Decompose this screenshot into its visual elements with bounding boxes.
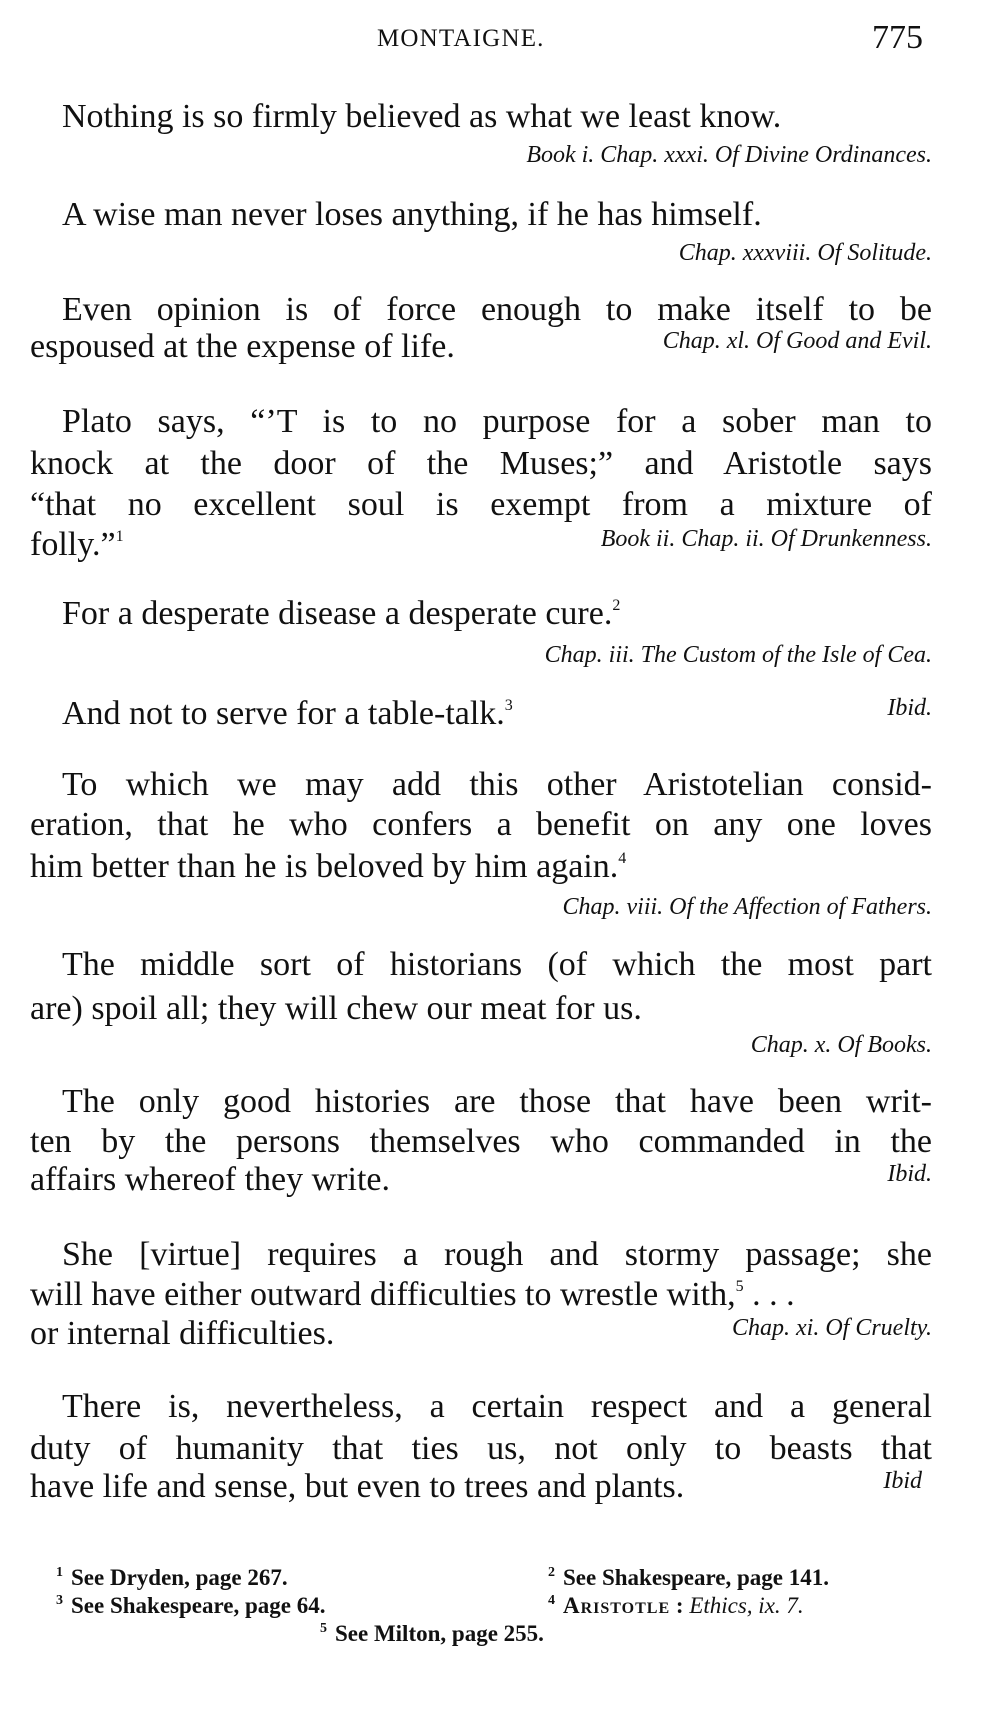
footnote-number: 3 <box>56 1593 63 1608</box>
ellipsis: . . . <box>743 1276 795 1313</box>
footnote-text: See Milton, page 255. <box>335 1621 544 1646</box>
footnote <box>56 1592 326 1620</box>
quote-line: eration, that he who confers a benefit on any one loves <box>30 806 932 843</box>
quote-line-text: have life and sense, but even to trees and plants. <box>30 1468 685 1505</box>
quote-line: She [virtue] requires a rough and stormy passage; she <box>62 1236 932 1273</box>
quote-source: Ibid <box>883 1468 922 1494</box>
footnote-ref[interactable]: 3 <box>504 697 513 714</box>
quote-source: Chap. xxxviii. Of Solitude. <box>678 240 932 266</box>
quote-line-text: For a desperate disease a desperate cure. <box>62 595 613 632</box>
quote-line <box>30 525 932 565</box>
page-number: 775 <box>872 19 923 56</box>
quote-line <box>30 847 932 887</box>
footnote-text: See Dryden, page 267. <box>71 1565 288 1590</box>
quote-line <box>30 327 932 367</box>
footnote-ref[interactable]: 1 <box>115 528 124 545</box>
quote-line-text: And not to serve for a table-talk. <box>62 695 505 732</box>
quote-line-text: espoused at the expense of life. <box>30 328 455 365</box>
quote-source: Ibid. <box>887 695 932 721</box>
quote-line <box>30 1314 932 1354</box>
quote-line: The only good histories are those that have been writ- <box>62 1083 932 1120</box>
quote-source: Chap. xi. Of Cruelty. <box>732 1315 932 1341</box>
footnote-separator: : <box>670 1593 690 1618</box>
quote-line: A wise man never loses anything, if he has himself. <box>62 196 762 233</box>
footnote <box>320 1620 544 1648</box>
quote-line-text: him better than he is beloved by him again. <box>30 848 619 885</box>
quote-source: Chap. viii. Of the Affection of Fathers. <box>562 894 932 920</box>
quote-line <box>30 1160 932 1200</box>
footnote-author: Aristotle <box>563 1593 671 1618</box>
quote-line: ten by the persons themselves who commanded in the <box>30 1123 932 1160</box>
quote-source: Chap. x. Of Books. <box>750 1032 932 1058</box>
running-head: MONTAIGNE. <box>377 25 545 52</box>
quote-line: knock at the door of the Muses;” and Aristotle says <box>30 445 932 482</box>
quote-line: duty of humanity that ties us, not only to beasts that <box>30 1430 932 1467</box>
quote-line-text: or internal difficulties. <box>30 1315 335 1352</box>
footnote-number: 4 <box>548 1593 555 1608</box>
quote-line <box>62 694 932 734</box>
quote-line-text: folly.” <box>30 526 116 563</box>
footnote-ref[interactable]: 5 <box>735 1278 744 1295</box>
quote-line <box>30 1467 932 1507</box>
footnote <box>548 1592 804 1620</box>
footnote-text: See Shakespeare, page 64. <box>71 1593 326 1618</box>
footnote <box>548 1564 829 1592</box>
quote-line: There is, nevertheless, a certain respect and a general <box>62 1388 932 1425</box>
footnote-number: 5 <box>320 1621 327 1636</box>
footnote-text: See Shakespeare, page 141. <box>563 1565 829 1590</box>
quote-line: “that no excellent soul is exempt from a mixture of <box>30 486 932 523</box>
quote-source: Chap. iii. The Custom of the Isle of Cea. <box>544 642 932 668</box>
footnote-number: 2 <box>548 1565 555 1580</box>
quote-line: are) spoil all; they will chew our meat for us. <box>30 990 642 1027</box>
quote-source: Ibid. <box>887 1161 932 1187</box>
footnote-ref[interactable]: 2 <box>612 597 621 614</box>
quote-line <box>62 594 932 634</box>
quote-line-text: affairs whereof they write. <box>30 1161 390 1198</box>
quote-source: Book i. Chap. xxxi. Of Divine Ordinances. <box>526 142 932 168</box>
quote-line: Even opinion is of force enough to make itself to be <box>62 291 932 328</box>
quote-line: Nothing is so firmly believed as what we least know. <box>62 98 782 135</box>
quote-line: Plato says, “’T is to no purpose for a sober man to <box>62 403 932 440</box>
quote-source: Book ii. Chap. ii. Of Drunkenness. <box>600 526 932 552</box>
footnote-ref[interactable]: 4 <box>618 850 627 867</box>
footnote-work: Ethics, ix. 7. <box>689 1593 804 1618</box>
footnote <box>56 1564 288 1592</box>
quote-line: The middle sort of historians (of which the most part <box>62 946 932 983</box>
quote-line-text: will have either outward difficulties to wrestle with, <box>30 1276 736 1313</box>
quote-source: Chap. xl. Of Good and Evil. <box>662 328 932 354</box>
quote-line: To which we may add this other Aristotelian consid- <box>62 766 932 803</box>
footnote-number: 1 <box>56 1565 63 1580</box>
